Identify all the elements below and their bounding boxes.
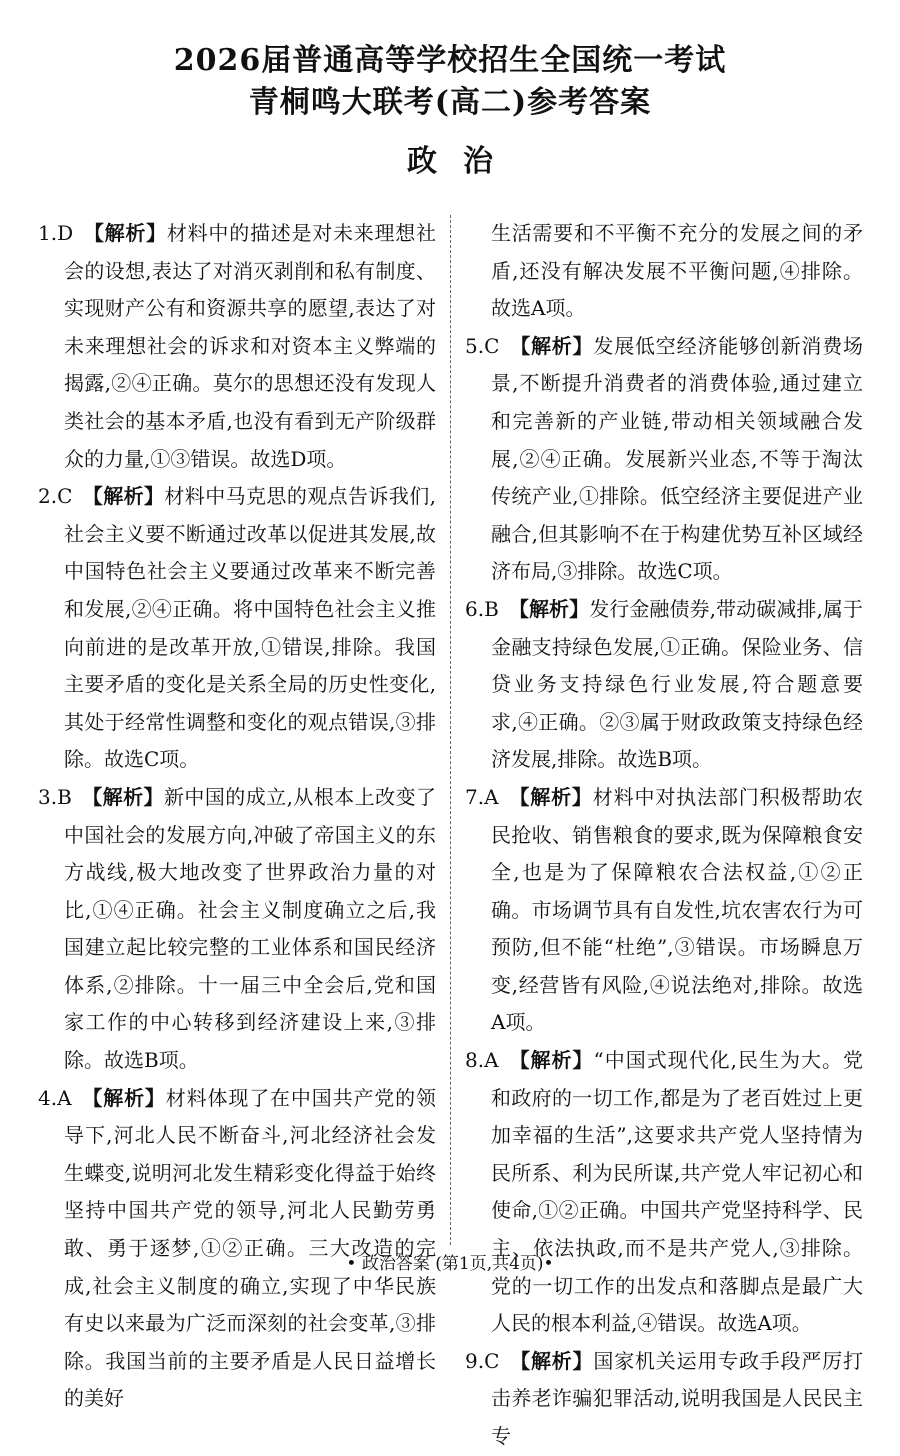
answer-number: 5.C xyxy=(465,333,500,358)
answer-item-7 xyxy=(465,779,863,1042)
answer-number: 2.C xyxy=(38,484,73,509)
answer-item-4-continued xyxy=(465,215,863,328)
answer-item-6 xyxy=(465,591,863,779)
right-column xyxy=(465,215,864,1448)
answer-number: 4.A xyxy=(38,1085,72,1110)
answer-text: 生活需要和不平衡不充分的发展之间的矛盾,还没有解决发展不平衡问题,④排除。故选A项。 xyxy=(491,221,863,321)
answer-number: 8.A xyxy=(465,1048,499,1073)
page-footer: • 政治答案 (第1页,共4页)• xyxy=(346,1254,554,1274)
answer-text: 新中国的成立,从根本上改变了中国社会的发展方向,冲破了帝国主义的东方战线,极大地改变了世界政治力量的对比,①④正确。社会主义制度确立之后,我国建立起比较完整的工业体系和国民经济体系,②排除。十一届三中全会后,党和国家工作的中心转移到经济建设上来,③排除。故选B项。 xyxy=(64,784,437,1073)
answer-text: 材料中对执法部门积极帮助农民抢收、销售粮食的要求,既为保障粮食安全,也是为了保障粮农合法权益,①②正确。市场调节具有自发性,坑农害农行为可预防,但不能“杜绝”,③错误。市场瞬息万变,经营皆有风险,④说法绝对,排除。故选A项。 xyxy=(491,784,864,1035)
answer-text: “中国式现代化,民生为大。党和政府的一切工作,都是为了老百姓过上更加幸福的生活”,这要求共产党人坚持情为民所系、利为民所谋,共产党人牢记初心和使命,①②正确。中国共产党坚持科学、民主、依法执政,而不是共产党人,③排除。党的一切工作的出发点和落脚点是最广大人民的根本利益,④错误。故选A项。 xyxy=(491,1048,863,1336)
answer-text: 材料中马克思的观点告诉我们,社会主义要不断通过改革以促进其发展,故中国特色社会主义要通过改革来不断完善和发展,②④正确。将中国特色社会主义推向前进的是改革开放,①错误,排除。我国主要矛盾的变化是关系全局的历史性变化,其处于经常性调整和变化的观点错误,③排除。故选C项。 xyxy=(64,484,436,772)
analysis-tag: 【解析】 xyxy=(81,784,164,809)
answer-item-2 xyxy=(38,478,436,779)
analysis-tag: 【解析】 xyxy=(508,596,590,621)
analysis-tag: 【解析】 xyxy=(509,333,594,358)
subject-title: 政治 xyxy=(407,144,519,179)
analysis-tag: 【解析】 xyxy=(83,221,167,245)
answer-item-1 xyxy=(38,215,436,478)
answer-text: 材料体现了在中国共产党的领导下,河北人民不断奋斗,河北经济社会发生蝶变,说明河北发生精彩变化得益于始终坚持中国共产党的领导,河北人民勤劳勇敢、勇于逐梦,①②正确。三大改造的完成,社会主义制度的确立,实现了中华民族有史以来最为广泛而深刻的社会变革,③排除。我国当前的主要矛盾是人民日益增长的美好 xyxy=(64,1085,437,1411)
analysis-tag: 【解析】 xyxy=(508,1048,594,1073)
analysis-tag: 【解析】 xyxy=(508,784,593,809)
answer-item-4 xyxy=(38,1080,436,1418)
answer-number: 3.B xyxy=(38,784,72,809)
exam-title: 2026届普通高等学校招生全国统一考试 xyxy=(173,43,727,78)
answer-number: 1.D xyxy=(38,221,74,245)
answer-text: 发展低空经济能够创新消费场景,不断提升消费者的消费体验,通过建立和完善新的产业链,带动相关领域融合发展,②④正确。发展新兴业态,不等于淘汰传统产业,①排除。低空经济主要促进产业融合,但其影响不在于构建优势互补区域经济布局,③排除。故选C项。 xyxy=(491,333,864,584)
analysis-tag: 【解析】 xyxy=(81,1085,166,1110)
column-divider xyxy=(450,215,451,1245)
answer-text: 材料中的描述是对未来理想社会的设想,表达了对消灭剥削和私有制度、实现财产公有和资源共享的愿望,表达了对未来理想社会的诉求和对资本主义弊端的揭露,②④正确。莫尔的思想还没有发现人类社会的基本矛盾,也没有看到无产阶级群众的力量,①③错误。故选D项。 xyxy=(64,221,437,471)
page-header xyxy=(0,40,900,182)
answer-number: 9.C xyxy=(465,1348,500,1373)
analysis-tag: 【解析】 xyxy=(82,484,165,509)
answer-item-9 xyxy=(465,1343,863,1456)
answer-text: 发行金融债券,带动碳减排,属于金融支持绿色发展,①正确。保险业务、信贷业务支持绿色行业发展,符合题意要求,④正确。②③属于财政政策支持绿色经济发展,排除。故选B项。 xyxy=(491,596,864,772)
left-column xyxy=(38,215,437,1411)
exam-subtitle: 青桐鸣大联考(高二)参考答案 xyxy=(248,85,652,120)
answer-item-5 xyxy=(465,328,863,591)
answer-number: 6.B xyxy=(465,596,499,621)
answer-item-8 xyxy=(465,1042,863,1343)
answer-text: 国家机关运用专政手段严厉打击养老诈骗犯罪活动,说明我国是人民民主专 xyxy=(491,1348,864,1448)
analysis-tag: 【解析】 xyxy=(509,1348,594,1373)
answer-item-3 xyxy=(38,779,436,1080)
answer-number: 7.A xyxy=(465,784,499,809)
